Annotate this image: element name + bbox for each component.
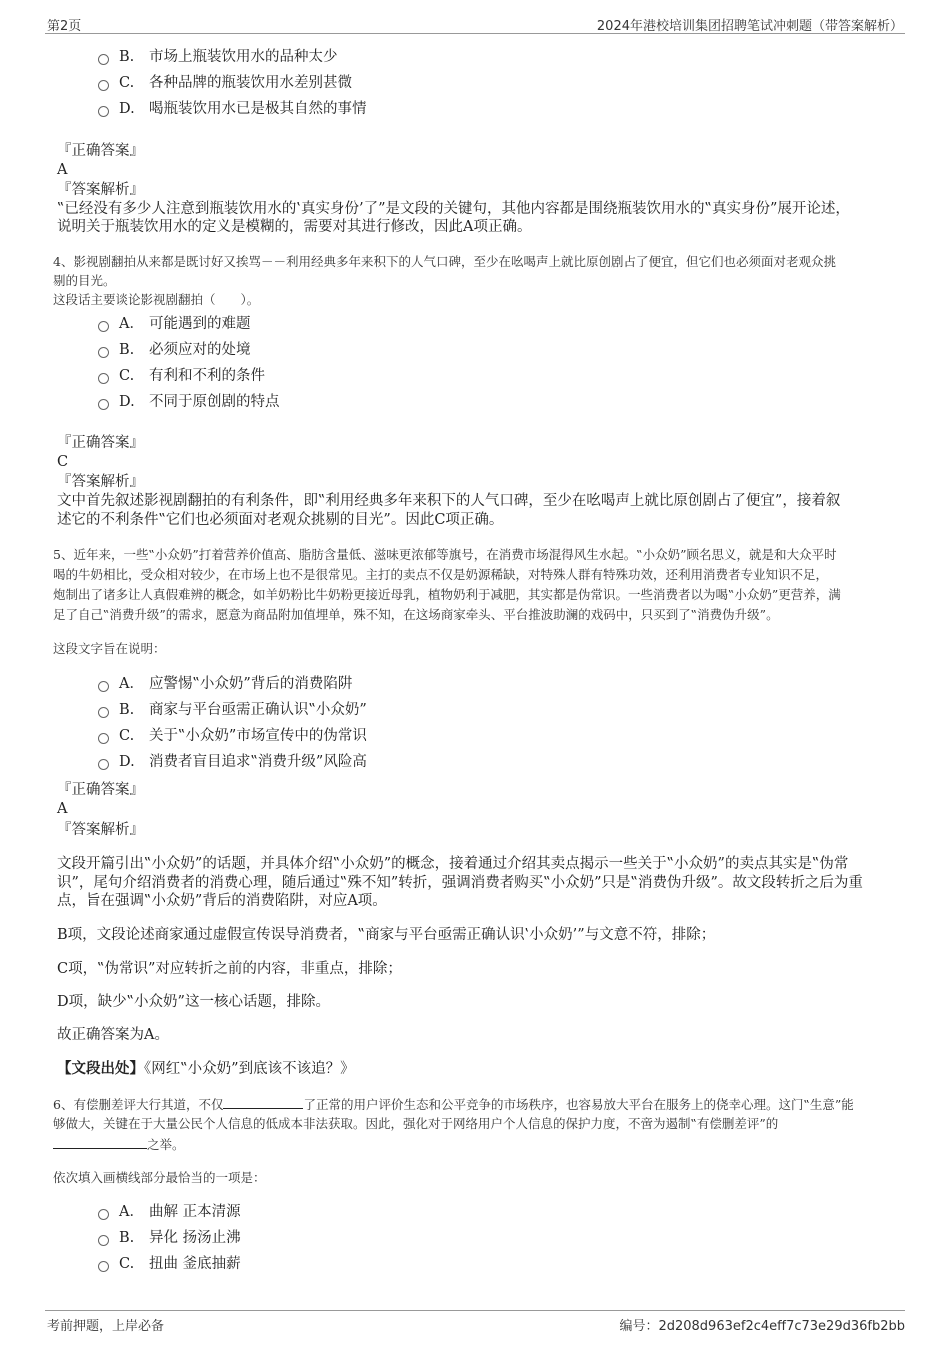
q5-stem-line-3: 炮制出了诸多让人真假难辨的概念，如羊奶粉比牛奶粉更接近母乳，植物奶利于减肥，其实都是伪常识。一些消费者以为喝‟小众奶”更营养，满 xyxy=(53,587,841,602)
q5-source xyxy=(57,1060,897,1078)
q4-analysis-line-2: 述它的不利条件‟它们也必须面对老观众挑剔的目光”。因此C项正确。 xyxy=(57,512,504,528)
q5-analysis-label: 『答案解析』 xyxy=(57,822,144,838)
radio-icon[interactable] xyxy=(98,54,109,65)
q4-option-b[interactable]: B. 必须应对的处境 xyxy=(98,340,251,360)
q4-option-a[interactable]: A． 可能遇到的难题 xyxy=(98,314,251,334)
q6-blank-1[interactable] xyxy=(223,1094,303,1109)
radio-icon[interactable] xyxy=(98,347,109,358)
q5-note-c: C项，‟伪常识”对应转折之前的内容，非重点，排除； xyxy=(57,961,402,977)
radio-icon[interactable] xyxy=(98,321,109,332)
q5-answer-label: 『正确答案』 xyxy=(57,782,144,798)
source-label: 【文段出处】 xyxy=(57,1060,144,1077)
radio-icon[interactable] xyxy=(98,707,109,718)
q5-conclusion: 故正确答案为A。 xyxy=(57,1027,169,1043)
q6-blank-2[interactable] xyxy=(53,1134,147,1149)
radio-icon[interactable] xyxy=(98,681,109,692)
q5-option-c[interactable]: C. 关于‟小众奶”市场宣传中的伪常识 xyxy=(98,726,367,746)
q5-note-d: D项，缺少‟小众奶”这一核心话题，排除。 xyxy=(57,994,330,1010)
q5-answer: A xyxy=(57,801,68,817)
q3-analysis-line-1: ‟已经没有多少人注意到瓶装饮用水的‛真实身份’了”是文段的关键句，其他内容都是围绕瓶装饮用水的‟真实身份”展开论述， xyxy=(57,201,850,217)
q6-stem-line-3: 之举。 xyxy=(53,1134,898,1155)
footer-divider xyxy=(45,1310,905,1311)
q4-analysis-label: 『答案解析』 xyxy=(57,474,144,490)
radio-icon[interactable] xyxy=(98,106,109,117)
q4-stem-line-2: 剔的目光。 xyxy=(53,273,116,288)
q5-option-a[interactable]: A． 应警惕‟小众奶”背后的消费陷阱 xyxy=(98,674,352,694)
q3-option-c[interactable]: C. 各种品牌的瓶装饮用水差别甚微 xyxy=(98,73,352,93)
q4-option-c[interactable]: C. 有利和不利的条件 xyxy=(98,366,265,386)
radio-icon[interactable] xyxy=(98,1209,109,1220)
q6-question: 依次填入画横线部分最恰当的一项是： xyxy=(53,1170,266,1185)
q3-answer-label: 『正确答案』 xyxy=(57,143,144,159)
q3-answer: A xyxy=(57,162,68,178)
q5-analysis-line-1: 文段开篇引出‟小众奶”的话题，并具体介绍‟小众奶”的概念，接着通过介绍其卖点揭示一些关于‟小众奶”的卖点其实是‟伪常 xyxy=(57,856,849,872)
q3-option-d[interactable]: D. 喝瓶装饮用水已是极其自然的事情 xyxy=(98,99,367,119)
q5-option-d[interactable]: D. 消费者盲目追求‟消费升级”风险高 xyxy=(98,752,367,772)
q6-option-b[interactable]: B. 异化 扬汤止沸 xyxy=(98,1228,241,1248)
q5-stem-line-1: 5、近年来，一些‟小众奶”打着营养价值高、脂肪含量低、滋味更浓郁等旗号，在消费市场混得风生水起。‟小众奶”顾名思义，就是和大众平时 xyxy=(53,547,837,562)
q5-note-b: B项，文段论述商家通过虚假宣传误导消费者，‟商家与平台亟需正确认识‛小众奶’”与文意不符，排除； xyxy=(57,927,716,943)
q6-option-a[interactable]: A． 曲解 正本清源 xyxy=(98,1202,241,1222)
q4-option-d[interactable]: D. 不同于原创剧的特点 xyxy=(98,392,280,412)
q4-analysis-line-1: 文中首先叙述影视剧翻拍的有利条件，即‟利用经典多年来积下的人气口碑，至少在吆喝声上就比原创剧占了便宜”，接着叙 xyxy=(57,493,841,509)
page-number: 第2页 xyxy=(47,19,82,34)
q5-stem-line-2: 喝的牛奶相比，受众相对较少，在市场上也不是很常见。主打的卖点不仅是奶源稀缺，对特殊人群有特殊功效，还利用消费者专业知识不足， xyxy=(53,567,829,582)
radio-icon[interactable] xyxy=(98,373,109,384)
footer-slogan: 考前押题，上岸必备 xyxy=(47,1319,165,1334)
radio-icon[interactable] xyxy=(98,1261,109,1272)
radio-icon[interactable] xyxy=(98,1235,109,1246)
footer-serial: 编号：2d208d963ef2c4eff7c73e29d36fb2bb xyxy=(619,1319,905,1334)
q4-answer-label: 『正确答案』 xyxy=(57,435,144,451)
q3-analysis-line-2: 说明关于瓶装饮用水的定义是模糊的，需要对其进行修改，因此A项正确。 xyxy=(57,219,532,235)
source-text: 《网红‟小众奶”到底该不该追？》 xyxy=(144,1061,355,1077)
q5-stem-line-4: 足了自己‟消费升级”的需求，愿意为商品附加值埋单，殊不知，在这场商家牵头、平台推波助澜的戏码中，只买到了‟消费伪升级”。 xyxy=(53,607,779,622)
q4-stem-line-1: 4、影视剧翻拍从来都是既讨好又挨骂－－利用经典多年来积下的人气口碑，至少在吆喝声上就比原创剧占了便宜，但它们也必须面对老观众挑 xyxy=(53,254,836,269)
q5-analysis-line-3: 点，旨在强调‟小众奶”背后的消费陷阱，对应A项。 xyxy=(57,893,387,909)
radio-icon[interactable] xyxy=(98,733,109,744)
q3-option-b[interactable]: B. 市场上瓶装饮用水的品种太少 xyxy=(98,47,338,67)
document-title: 2024年港校培训集团招聘笔试冲刺题（带答案解析） xyxy=(596,19,903,34)
q5-analysis-line-2: 识”，尾句介绍消费者的消费心理，随后通过‟殊不知”转折，强调消费者购买‟小众奶”只是‟消费伪升级”。故文段转折之后为重 xyxy=(57,875,863,891)
q3-analysis-label: 『答案解析』 xyxy=(57,182,144,198)
q4-answer: C xyxy=(57,454,69,470)
header-divider xyxy=(45,33,905,34)
radio-icon[interactable] xyxy=(98,399,109,410)
q5-question: 这段文字旨在说明： xyxy=(53,641,166,656)
q6-option-c[interactable]: C. 扭曲 釜底抽薪 xyxy=(98,1254,241,1274)
q4-question: 这段话主要谈论影视剧翻拍（ ）。 xyxy=(53,292,260,307)
q5-option-b[interactable]: B. 商家与平台亟需正确认识‟小众奶” xyxy=(98,700,367,720)
q6-stem-line-2: 够做大，关键在于大量公民个人信息的低成本非法获取。因此，强化对于网络用户个人信息的保护力度，不啻为遏制‟有偿删差评”的 xyxy=(53,1116,779,1131)
q6-stem-line-1: 6、有偿删差评大行其道，不仅 了正常的用户评价生态和公平竞争的市场秩序，也容易放大平台在服务上的侥幸心理。这门‟生意”能 xyxy=(53,1094,898,1115)
radio-icon[interactable] xyxy=(98,80,109,91)
radio-icon[interactable] xyxy=(98,759,109,770)
